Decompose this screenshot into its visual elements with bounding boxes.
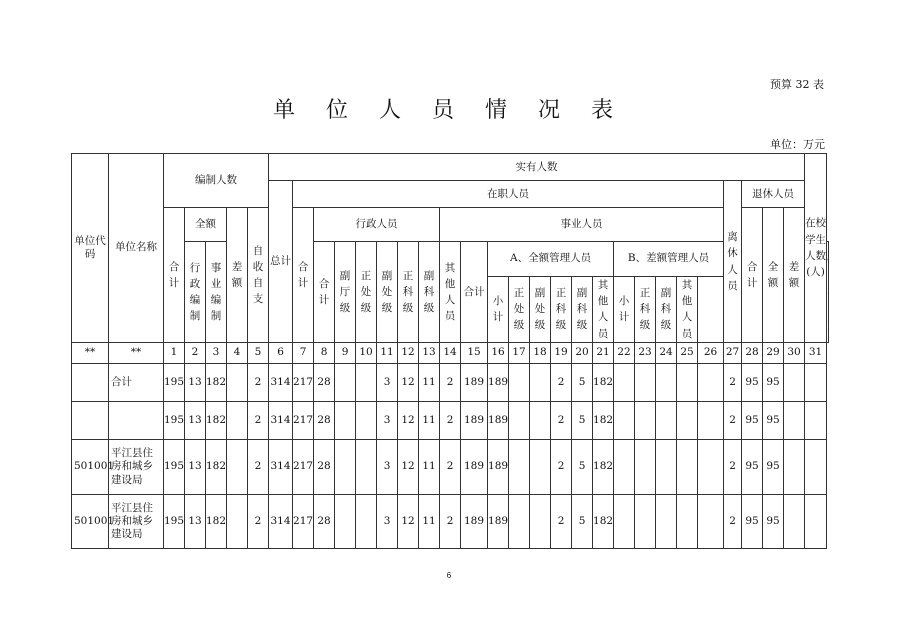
column-number: 26 [698, 342, 724, 363]
column-number: 24 [656, 342, 677, 363]
column-number: 6 [269, 342, 293, 363]
data-cell [698, 440, 724, 494]
data-cell: 217 [293, 494, 314, 548]
data-cell: 2 [248, 494, 269, 548]
data-cell: 314 [269, 364, 293, 402]
data-cell [805, 494, 827, 548]
table-row [72, 364, 829, 402]
data-cell: 13 [185, 364, 206, 402]
data-cell: 189 [461, 440, 488, 494]
data-cell: 12 [398, 440, 419, 494]
data-cell [614, 440, 635, 494]
column-number: 25 [677, 342, 698, 363]
unit-code-cell [72, 402, 109, 440]
column-number: 20 [572, 342, 593, 363]
unit-code-cell: 501001 [72, 440, 109, 494]
data-cell [698, 402, 724, 440]
hdr-b-subtotal: 小计 [614, 276, 635, 342]
column-number: 13 [419, 342, 440, 363]
hdr-unit-name: 单位名称 [109, 154, 164, 343]
hdr-deputy-division: 副处级 [377, 242, 398, 343]
hdr-deputy-bureau: 副厅级 [335, 242, 356, 343]
data-cell [784, 494, 805, 548]
data-cell [784, 402, 805, 440]
hdr-admin-total: 合计 [314, 242, 335, 343]
hdr-b-diff: B、差额管理人员 [614, 242, 724, 276]
unit-name-cell: 平江县住房和城乡建设局 [109, 440, 164, 494]
column-number: 16 [488, 342, 509, 363]
data-cell: 182 [206, 494, 227, 548]
data-cell: 189 [488, 440, 509, 494]
data-cell [227, 364, 248, 402]
column-number: 18 [530, 342, 551, 363]
data-cell: 11 [419, 364, 440, 402]
hdr-full-funding: 全额 [185, 208, 227, 242]
data-cell: 2 [551, 402, 572, 440]
unit-name-cell: 合计 [109, 364, 164, 402]
data-cell: 95 [763, 494, 784, 548]
data-cell: 189 [461, 494, 488, 548]
data-cell: 189 [461, 364, 488, 402]
data-cell: 2 [724, 402, 742, 440]
data-cell: 2 [724, 364, 742, 402]
data-cell: 2 [440, 440, 461, 494]
page-title: 单 位 人 员 情 况 表 [273, 98, 625, 123]
column-number: 29 [763, 342, 784, 363]
data-cell: 182 [593, 440, 614, 494]
data-cell [530, 402, 551, 440]
data-cell [677, 440, 698, 494]
data-cell [335, 364, 356, 402]
data-cell: 5 [572, 440, 593, 494]
column-number: 12 [398, 342, 419, 363]
data-cell: 217 [293, 440, 314, 494]
data-cell [530, 364, 551, 402]
data-cell: 95 [742, 364, 763, 402]
data-cell: 3 [377, 494, 398, 548]
hdr-c-self [827, 242, 829, 343]
hdr-students: 在校学生人数(人) [805, 154, 827, 343]
data-cell: 314 [269, 494, 293, 548]
column-number: 28 [742, 342, 763, 363]
data-cell: 217 [293, 364, 314, 402]
data-cell [656, 402, 677, 440]
column-number: 23 [635, 342, 656, 363]
data-cell: 217 [293, 402, 314, 440]
data-cell: 189 [461, 402, 488, 440]
hdr-grand-total: 总计 [269, 181, 293, 343]
hdr-b-blank [698, 276, 724, 342]
data-cell [335, 402, 356, 440]
data-cell [509, 364, 530, 402]
data-cell [614, 364, 635, 402]
data-cell: 2 [248, 364, 269, 402]
column-number: 27 [724, 342, 742, 363]
unit-code-cell: 501001 [72, 494, 109, 548]
data-cell [614, 402, 635, 440]
hdr-in-total: 合计 [293, 208, 314, 343]
data-cell [656, 440, 677, 494]
hdr-deputy-section: 副科级 [419, 242, 440, 343]
data-cell: 3 [377, 440, 398, 494]
column-number: 9 [335, 342, 356, 363]
hdr-admin-staffing: 行政编制 [185, 242, 206, 343]
data-cell [356, 494, 377, 548]
column-number: 21 [593, 342, 614, 363]
data-cell: 95 [742, 494, 763, 548]
unit-label: 单位：万元 [770, 138, 825, 151]
hdr-b-other: 其他人员 [677, 276, 698, 342]
data-cell [805, 402, 827, 440]
hdr-a-full: A、全额管理人员 [488, 242, 614, 276]
data-cell [530, 494, 551, 548]
data-cell: 182 [593, 402, 614, 440]
hdr-career-staff: 事业人员 [440, 208, 724, 242]
data-cell: 182 [206, 364, 227, 402]
column-number: 10 [356, 342, 377, 363]
column-number: 15 [461, 342, 488, 363]
data-cell [356, 364, 377, 402]
column-number: 22 [614, 342, 635, 363]
data-cell: 2 [724, 440, 742, 494]
hdr-a-deputy-section: 副科级 [572, 276, 593, 342]
data-cell [227, 440, 248, 494]
column-number-row [72, 342, 829, 363]
data-cell [677, 364, 698, 402]
hdr-b-section-chief: 正科级 [635, 276, 656, 342]
data-cell [509, 494, 530, 548]
data-cell [635, 364, 656, 402]
data-cell [635, 402, 656, 440]
hdr-auth-diff: 差额 [227, 208, 248, 343]
hdr-a-other: 其他人员 [593, 276, 614, 342]
data-cell: 12 [398, 494, 419, 548]
hdr-retired-cadre: 离休人员 [724, 181, 742, 343]
data-cell [509, 402, 530, 440]
data-cell: 2 [248, 440, 269, 494]
data-cell [356, 440, 377, 494]
data-cell: 11 [419, 440, 440, 494]
data-cell: 95 [742, 402, 763, 440]
data-cell: 5 [572, 402, 593, 440]
column-number: 8 [314, 342, 335, 363]
data-cell [509, 440, 530, 494]
data-cell: 314 [269, 440, 293, 494]
data-cell: 195 [164, 494, 185, 548]
column-number: 17 [509, 342, 530, 363]
data-cell: 2 [551, 494, 572, 548]
data-cell [784, 364, 805, 402]
data-cell: 2 [440, 494, 461, 548]
data-cell [635, 440, 656, 494]
data-cell: 13 [185, 440, 206, 494]
data-cell: 182 [593, 494, 614, 548]
data-cell: 95 [763, 402, 784, 440]
data-cell: 2 [248, 402, 269, 440]
column-number: 31 [805, 342, 827, 363]
hdr-ret-total: 合计 [742, 208, 763, 343]
data-cell: 28 [314, 440, 335, 494]
data-cell: 314 [269, 402, 293, 440]
hdr-retired: 退休人员 [742, 181, 805, 208]
hdr-in-service: 在职人员 [293, 181, 724, 208]
data-cell: 182 [593, 364, 614, 402]
hdr-ret-diff: 差额 [784, 208, 805, 343]
data-cell [335, 440, 356, 494]
column-number: 3 [206, 342, 227, 363]
form-number: 预算 32 表 [770, 78, 824, 91]
hdr-auth-self: 自收自支 [248, 208, 269, 343]
data-cell: 11 [419, 494, 440, 548]
data-cell [227, 402, 248, 440]
hdr-a-section-chief: 正科级 [551, 276, 572, 342]
hdr-admin-staff: 行政人员 [314, 208, 440, 242]
column-number: ** [109, 342, 164, 363]
column-number: 7 [293, 342, 314, 363]
hdr-authorized: 编制人数 [164, 154, 269, 208]
data-cell [656, 364, 677, 402]
column-number: 4 [227, 342, 248, 363]
data-cell: 2 [724, 494, 742, 548]
column-number: 19 [551, 342, 572, 363]
hdr-unit-code: 单位代码 [72, 154, 109, 343]
hdr-career-total: 合计 [461, 242, 488, 343]
page-number: 6 [446, 571, 452, 580]
hdr-section-chief: 正科级 [398, 242, 419, 343]
data-cell [530, 440, 551, 494]
data-cell: 189 [488, 402, 509, 440]
unit-code-cell [72, 364, 109, 402]
data-cell: 2 [551, 440, 572, 494]
data-cell [677, 494, 698, 548]
data-cell: 13 [185, 402, 206, 440]
unit-name-cell: 平江县住房和城乡建设局 [109, 494, 164, 548]
personnel-table [71, 153, 829, 549]
hdr-a-deputy-division: 副处级 [530, 276, 551, 342]
data-cell [698, 364, 724, 402]
data-cell: 2 [440, 402, 461, 440]
hdr-actual: 实有人数 [269, 154, 805, 181]
table-row [72, 402, 829, 440]
column-number: 5 [248, 342, 269, 363]
data-cell: 28 [314, 364, 335, 402]
data-cell: 12 [398, 364, 419, 402]
data-cell: 2 [440, 364, 461, 402]
data-cell: 3 [377, 402, 398, 440]
data-cell [614, 494, 635, 548]
data-cell: 195 [164, 440, 185, 494]
data-cell: 95 [763, 440, 784, 494]
data-cell: 189 [488, 494, 509, 548]
data-cell [805, 440, 827, 494]
data-cell: 12 [398, 402, 419, 440]
data-cell: 195 [164, 364, 185, 402]
data-cell [698, 494, 724, 548]
data-cell: 95 [742, 440, 763, 494]
column-number: 11 [377, 342, 398, 363]
data-cell [335, 494, 356, 548]
data-cell: 28 [314, 494, 335, 548]
data-cell [656, 494, 677, 548]
data-cell: 189 [488, 364, 509, 402]
data-cell: 2 [551, 364, 572, 402]
data-cell: 195 [164, 402, 185, 440]
hdr-career-staffing: 事业编制 [206, 242, 227, 343]
hdr-b-deputy-section: 副科级 [656, 276, 677, 342]
table-row [72, 494, 829, 548]
data-cell: 5 [572, 364, 593, 402]
data-cell: 11 [419, 402, 440, 440]
data-cell: 5 [572, 494, 593, 548]
data-cell [635, 494, 656, 548]
table-row [72, 440, 829, 494]
hdr-other-staff: 其他人员 [440, 242, 461, 343]
data-cell: 13 [185, 494, 206, 548]
hdr-a-division-chief: 正处级 [509, 276, 530, 342]
data-cell [784, 440, 805, 494]
column-number: 1 [164, 342, 185, 363]
data-cell: 95 [763, 364, 784, 402]
data-cell: 182 [206, 402, 227, 440]
column-number: 2 [185, 342, 206, 363]
data-cell [227, 494, 248, 548]
data-cell: 3 [377, 364, 398, 402]
column-number: ** [72, 342, 109, 363]
data-cell [677, 402, 698, 440]
unit-name-cell [109, 402, 164, 440]
hdr-division-chief: 正处级 [356, 242, 377, 343]
data-cell [356, 402, 377, 440]
column-number: 14 [440, 342, 461, 363]
data-cell: 182 [206, 440, 227, 494]
hdr-auth-total: 合计 [164, 208, 185, 343]
hdr-a-subtotal: 小计 [488, 276, 509, 342]
column-number: 30 [784, 342, 805, 363]
data-cell: 28 [314, 402, 335, 440]
data-cell [805, 364, 827, 402]
hdr-ret-full: 全额 [763, 208, 784, 343]
